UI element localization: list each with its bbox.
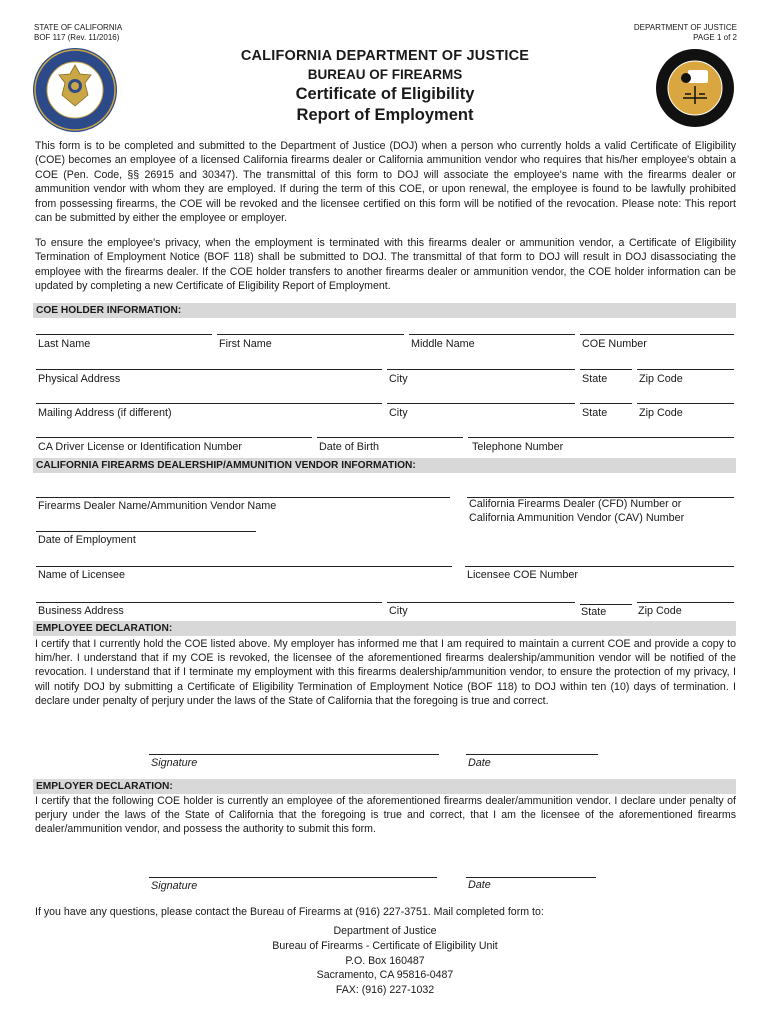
agency-label: DEPARTMENT OF JUSTICE <box>633 23 737 32</box>
mailing-zip-label: Zip Code <box>639 407 683 419</box>
driver-license-field[interactable] <box>36 437 312 438</box>
mailing-city-label: City <box>389 407 408 419</box>
department-title: CALIFORNIA DEPARTMENT OF JUSTICE <box>240 48 530 64</box>
physical-city-label: City <box>389 373 408 385</box>
telephone-field[interactable] <box>468 437 734 438</box>
employer-date-label: Date <box>468 879 491 891</box>
mailing-address-label: Mailing Address (if different) <box>38 407 172 419</box>
employee-signature-label: Signature <box>151 757 198 769</box>
first-name-label: First Name <box>219 338 272 350</box>
page-number: PAGE 1 of 2 <box>693 33 737 42</box>
business-zip-field[interactable] <box>637 602 734 603</box>
business-state-field[interactable] <box>580 604 632 605</box>
date-of-birth-field[interactable] <box>317 437 463 438</box>
bureau-title: BUREAU OF FIREARMS <box>307 67 463 82</box>
employee-signature-field[interactable] <box>149 754 439 755</box>
date-of-employment-label: Date of Employment <box>38 534 136 546</box>
dealer-name-label: Firearms Dealer Name/Ammunition Vendor Name <box>38 500 277 512</box>
licensee-name-field[interactable] <box>36 566 452 567</box>
business-address-label: Business Address <box>38 605 124 617</box>
bureau-of-firearms-seal <box>33 48 117 132</box>
physical-state-label: State <box>582 373 608 385</box>
middle-name-field[interactable] <box>409 334 575 335</box>
mailing-state-field[interactable] <box>580 403 632 404</box>
dealer-name-field[interactable] <box>36 497 450 498</box>
address-line: Bureau of Firearms - Certificate of Eligibility Unit <box>272 939 498 952</box>
business-city-label: City <box>389 605 408 617</box>
physical-zip-field[interactable] <box>637 369 734 370</box>
bureau-seal-graphic <box>33 48 117 132</box>
form-title-line1: Certificate of Eligibility <box>295 85 475 103</box>
business-state-label: State <box>581 606 607 618</box>
physical-address-label: Physical Address <box>38 373 121 385</box>
physical-state-field[interactable] <box>580 369 632 370</box>
vendor-section-heading: CALIFORNIA FIREARMS DEALERSHIP/AMMUNITION VENDOR INFORMATION: <box>33 458 736 473</box>
address-line: Sacramento, CA 95816-0487 <box>316 969 454 982</box>
middle-name-label: Middle Name <box>411 338 475 350</box>
form-title-line2: Report of Employment <box>296 106 474 124</box>
employer-declaration-text: I certify that the following COE holder is currently an employee of the aforementioned firearms dealer/ammunition vendor. I declare under penalty of perjury under the laws of the State of California that the foregoing is true and correct, that I am the licensee of the aforementioned firearms dealer/ammunition vendor, and possess the authority to submit this form. <box>35 795 736 836</box>
last-name-label: Last Name <box>38 338 91 350</box>
intro-paragraph-2: To ensure the employee's privacy, when the employment is terminated with this firearms dealer or ammunition vendor, a Certificate of Eligibility Termination of Employment Notice (BOF 118) shall be submitted to DOJ. The transmittal of that form to DOJ will result in DOJ disassociating the employee with the firearms dealer. If the COE holder transfers to another firearms dealer or ammunition vendor, the COE holder information can be updated by completing a new Certificate of Eligibility Report of Employment. <box>35 237 736 293</box>
employee-declaration-heading: EMPLOYEE DECLARATION: <box>33 621 736 636</box>
employer-signature-label: Signature <box>151 880 198 892</box>
cfd-label-line1: California Firearms Dealer (CFD) Number or <box>469 498 682 510</box>
employer-signature-field[interactable] <box>149 877 437 878</box>
last-name-field[interactable] <box>36 334 212 335</box>
state-label: STATE OF CALIFORNIA <box>34 23 123 32</box>
address-line: Department of Justice <box>333 925 437 937</box>
address-line: P.O. Box 160487 <box>345 954 425 967</box>
telephone-label: Telephone Number <box>472 441 564 453</box>
form-header-left <box>34 23 122 43</box>
licensee-coe-label: Licensee COE Number <box>467 569 579 581</box>
employee-declaration-text: I certify that I currently hold the COE listed above. My employer has informed me that I am required to maintain a current COE and provide a copy to him/her. I understand that if my COE is revoked, the licensee of the aforementioned firearms dealership/ammunition vendor will be notified of the revocation. I understand that if I terminate my employment with this firearms dealership/ammunition vendor, to ensure the protection of my privacy, I will notify DOJ by submitting a Certificate of Eligibility Termination of Employment Notice (BOF 118) to DOJ within ten (10) days of termination. I declare under penalty of perjury under the laws of the State of California that the foregoing is true and correct. <box>35 638 736 707</box>
employee-date-label: Date <box>468 757 491 769</box>
licensee-name-label: Name of Licensee <box>38 569 126 581</box>
employee-date-field[interactable] <box>466 754 598 755</box>
date-of-birth-label: Date of Birth <box>319 441 380 453</box>
form-header-right <box>634 23 737 43</box>
coe-number-field[interactable] <box>580 334 734 335</box>
physical-address-field[interactable] <box>36 369 382 370</box>
business-address-field[interactable] <box>36 602 382 603</box>
mailing-address-block <box>170 924 600 998</box>
mailing-state-label: State <box>582 407 608 419</box>
date-of-employment-field[interactable] <box>36 531 256 532</box>
employer-date-field[interactable] <box>466 877 596 878</box>
coe-number-label: COE Number <box>582 338 647 350</box>
driver-license-label: CA Driver License or Identification Number <box>38 441 243 453</box>
attorney-general-seal <box>655 48 735 128</box>
coe-holder-section-heading: COE HOLDER INFORMATION: <box>33 303 736 318</box>
mailing-zip-field[interactable] <box>637 403 734 404</box>
fax-line: FAX: (916) 227-1032 <box>335 984 435 997</box>
mailing-address-field[interactable] <box>36 403 382 404</box>
employer-declaration-heading: EMPLOYER DECLARATION: <box>33 779 736 794</box>
ag-seal-graphic <box>655 48 735 128</box>
business-zip-label: Zip Code <box>638 605 682 617</box>
form-id: BOF 117 (Rev. 11/2016) <box>34 33 120 42</box>
physical-zip-label: Zip Code <box>639 373 683 385</box>
contact-instructions: If you have any questions, please contact the Bureau of Firearms at (916) 227-3751. Mail completed form to: <box>35 906 544 918</box>
licensee-coe-field[interactable] <box>465 566 734 567</box>
cfd-label-line2: California Ammunition Vendor (CAV) Number <box>469 512 685 524</box>
business-city-field[interactable] <box>387 602 575 603</box>
physical-city-field[interactable] <box>387 369 575 370</box>
mailing-city-field[interactable] <box>387 403 575 404</box>
intro-paragraph-1: This form is to be completed and submitted to the Department of Justice (DOJ) when a person who currently holds a valid Certificate of Eligibility (COE) becomes an employee of a licensed California firearms dealer or California ammunition vendor who requires that his/her employee's obtain a COE (Pen. Code, §§ 26915 and 30347). The transmittal of this form to DOJ will associate the employee's name with the firearms dealer or ammunition vendor with whom they are employed. If during the term of this COE, or upon renewal, the employee is found to be lawfully prohibited from possessing firearms, the COE will be revoked and the licensee certified on this form will be notified of the revocation. Please note: This report can be submitted by either the employee or employer. <box>35 140 736 225</box>
first-name-field[interactable] <box>217 334 404 335</box>
